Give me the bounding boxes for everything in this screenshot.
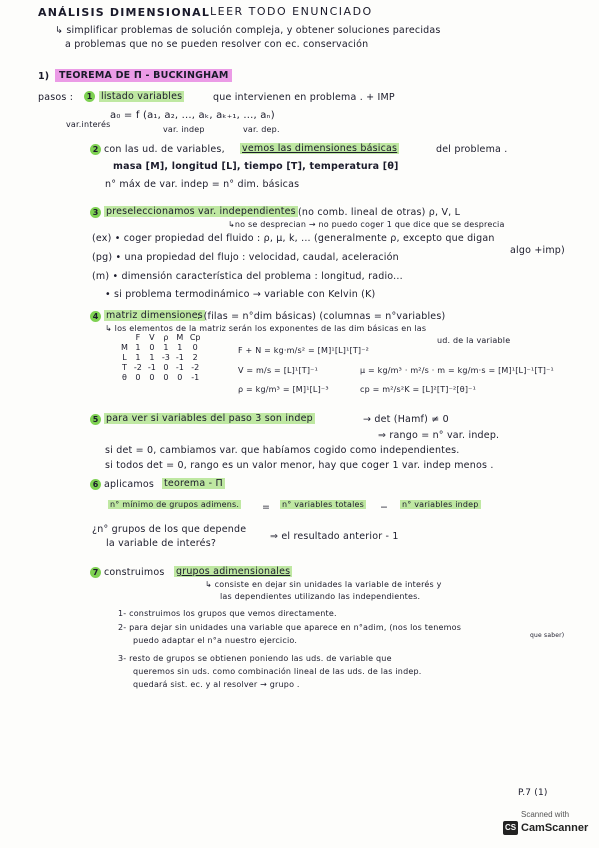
unit-eq-force: F + N = kg·m/s² = [M]¹[L]¹[T]⁻² [238, 346, 370, 355]
page-number: P.7 (1) [518, 788, 548, 798]
step-1-marker: 1 [84, 91, 95, 102]
unit-eq-velocity: V = m/s = [L]¹[T]⁻¹ [238, 366, 318, 375]
step-4-note-1: ↳ los elementos de la matriz serán los exponentes de las dim básicas en las [105, 324, 427, 333]
eq-sign: = [262, 502, 271, 513]
step-2-highlight: vemos las dimensiones básicas [242, 143, 398, 154]
step-3-ex: (ex) • coger propiedad del fluido : ρ, μ, k, ... (generalmente ρ, excepto que digan [92, 233, 495, 244]
step-3-highlight: preseleccionamos var. independientes [106, 206, 296, 217]
unit-eq-density: ρ = kg/m³ = [M]¹[L]⁻³ [238, 385, 329, 394]
step-3-text: (no comb. lineal de otras) ρ, V, L [298, 207, 461, 218]
step-6-marker: 6 [90, 479, 101, 490]
step-4-marker: 4 [90, 311, 101, 322]
minus-sign: − [380, 502, 389, 513]
step-7-item-3a: 3- resto de grupos se obtienen poniendo las uds. de variable que [118, 654, 392, 663]
intro-line-1: ↳ simplificar problemas de solución compleja, y obtener soluciones parecidas [55, 25, 441, 36]
camscanner-watermark [503, 810, 588, 837]
matrix-header-row: F V ρ M Cp [135, 333, 201, 342]
matrix-row: M 1 0 1 1 0 [121, 343, 198, 352]
var-dep-label: var. dep. [243, 125, 280, 134]
min-groups-label: n° mínimo de grupos adimens. [110, 500, 240, 509]
page-title: ANÁLISIS DIMENSIONAL [38, 6, 211, 19]
step-6-question-2: la variable de interés? [106, 538, 217, 549]
step-4-note-2: ud. de la variable [437, 336, 511, 345]
step-7-item-3b: queremos sin uds. como combinación lineal de las uds. de las indep. [133, 667, 422, 676]
step-5-highlight: para ver si variables del paso 3 son indep [106, 413, 313, 424]
section-number: 1) [38, 71, 50, 82]
step-2-marker: 2 [90, 144, 101, 155]
step-2-dimensions: masa [M], longitud [L], tiempo [T], temperatura [θ] [113, 161, 399, 172]
step-2-max: n° máx de var. indep = n° dim. básicas [105, 179, 300, 190]
indep-vars-label: n° variables indep [402, 500, 479, 509]
step-7-note-1: ↳ consiste en dejar sin unidades la variable de interés y [205, 580, 442, 589]
step-7-text-a: construimos [104, 567, 165, 578]
step-3-si: • si problema termodinámico → variable con Kelvin (K) [105, 289, 376, 300]
step-2-text-b: del problema . [436, 144, 508, 155]
step-3-ex2: algo +imp) [510, 245, 565, 256]
step-1-text: que intervienen en problema . + IMP [213, 92, 395, 103]
step-7-highlight: grupos adimensionales [176, 566, 291, 577]
camscanner-label: CamScanner [521, 822, 589, 834]
var-indep-label: var. indep [163, 125, 205, 134]
step-4-text: : (filas = n°dim básicas) (columnas = n°variables) [197, 311, 446, 322]
intro-line-2: a problemas que no se pueden resolver con ec. conservación [65, 39, 369, 50]
header-note: LEER TODO ENUNCIADO [210, 5, 373, 18]
step-1-highlight: listado variables [101, 91, 183, 102]
unit-eq-cp: cp = m²/s²K = [L]²[T]⁻²[θ]⁻¹ [360, 385, 477, 394]
step-6-question-1: ¿n° grupos de los que depende [92, 524, 247, 535]
step-7-item-2b: que saber) [530, 632, 565, 639]
camscanner-logo-icon: CS [503, 821, 518, 835]
matrix-row: T -2 -1 0 -1 -2 [122, 363, 200, 372]
dimension-matrix [118, 333, 204, 383]
scanned-with-label: Scanned with [521, 810, 570, 819]
unit-eq-viscosity: μ = kg/m³ · m²/s · m = kg/m·s = [M]¹[L]⁻¹[T]⁻¹ [360, 366, 554, 375]
step-5-rank: ⇒ rango = n° var. indep. [378, 430, 500, 441]
steps-label: pasos : [38, 92, 74, 103]
step-6-highlight: teorema - Π [164, 478, 223, 489]
var-interes-label: var.interés [66, 120, 111, 129]
step-7-marker: 7 [90, 567, 101, 578]
step-5-marker: 5 [90, 414, 101, 425]
step-7-item-2c: puedo adaptar el n°a nuestro ejercicio. [133, 636, 298, 645]
step-3-pg: (pg) • una propiedad del flujo : velocidad, caudal, aceleración [92, 252, 399, 263]
step-7-item-3c: quedará sist. ec. y al resolver → grupo . [133, 680, 300, 689]
step-6-answer: ⇒ el resultado anterior - 1 [270, 531, 399, 542]
section-title: TEOREMA DE Π - BUCKINGHAM [55, 69, 232, 82]
step-7-item-2a: 2- para dejar sin unidades una variable que aparece en n°adim, (nos los tenemos [118, 623, 462, 632]
step-4-highlight: matriz dimensiones [106, 310, 203, 321]
step-3-m: (m) • dimensión característica del problema : longitud, radio... [92, 271, 403, 282]
matrix-row: θ 0 0 0 0 -1 [122, 373, 200, 382]
step-5-text: → det (Hamf) ≠ 0 [363, 414, 449, 425]
step-2-text-a: con las ud. de variables, [104, 144, 225, 155]
total-vars-label: n° variables totales [282, 500, 364, 509]
step-3-note: ↳no se desprecian → no puedo coger 1 que dice que se desprecia [228, 220, 505, 229]
step-7-item-1: 1- construimos los grupos que vemos directamente. [118, 609, 337, 618]
step-5-det-zero: si det = 0, cambiamos var. que habíamos cogido como independientes. [105, 445, 460, 456]
step-7-note-2: las dependientes utilizando las independientes. [220, 592, 421, 601]
step-3-marker: 3 [90, 207, 101, 218]
matrix-row: L 1 1 -3 -1 2 [122, 353, 198, 362]
step-5-all-zero: si todos det = 0, rango es un valor menor, hay que coger 1 var. indep menos . [105, 460, 494, 471]
step-6-text-a: aplicamos [104, 479, 154, 490]
step-1-formula: a₀ = f (a₁, a₂, ..., aₖ, aₖ₊₁, ..., aₙ) [110, 110, 275, 121]
